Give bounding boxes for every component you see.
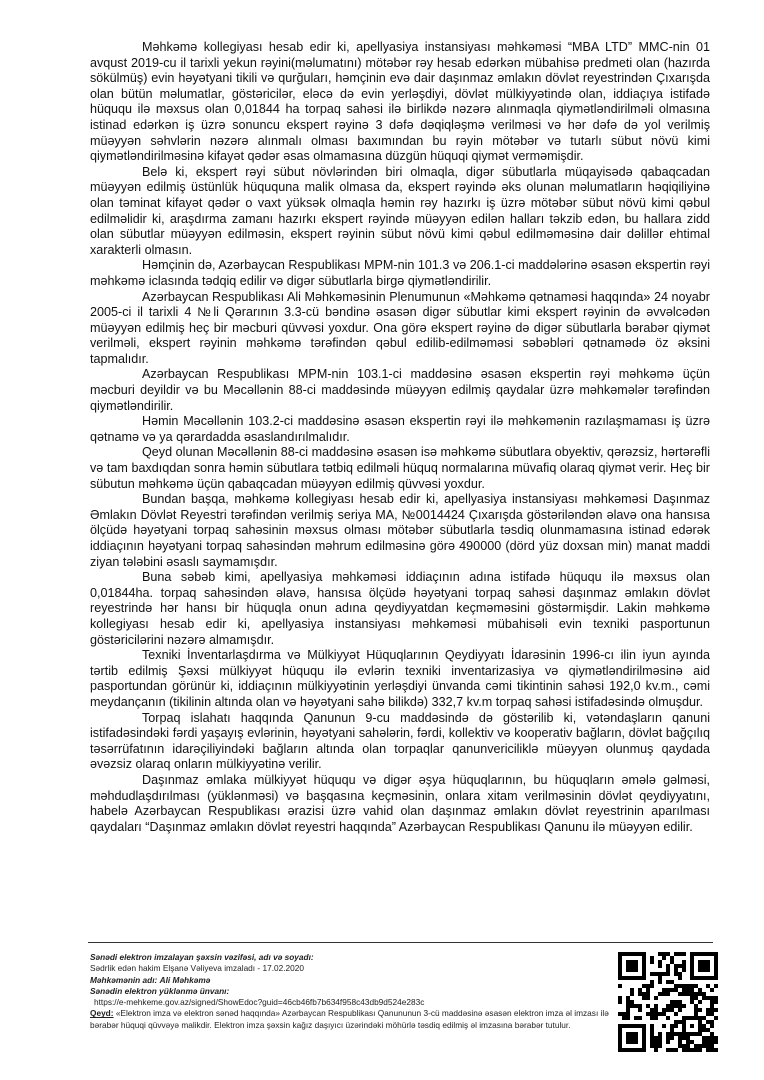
court-value: Ali Məhkəmə (159, 974, 211, 985)
paragraph: Qeyd olunan Məcəllənin 88-ci maddəsinə əsasən isə məhkəmə sübutlara obyektiv, qərəzsiz, hərtərəfli və tam baxdıqdan sonra həmin sübutlara tətbiq edilməli hüquq normalarına müvafiq olaraq qiymət verir. Heç bir sübutun məhkəmə üçün qabaqcadan müəyyən edilmiş qüvvəsi yoxdur. (90, 445, 710, 491)
signature-footer (90, 952, 610, 1031)
paragraph: Torpaq islahatı haqqında Qanunun 9-cu maddəsində də göstərilib ki, vətəndaşların qanuni istifadəsindəki fərdi yaşayış evlərinin, həyətyani sahələrin, fərdi, kollektiv və kooperativ bağların, dövlət bağçılıq təsərrüfatının idarəçiliyindəki bağların altında olan torpaqlar qanunvericiliklə müəyyən olunmuş qaydada əvəzsiz olaraq onların mülkiyyətinə verilir. (90, 710, 710, 772)
note-label: Qeyd: (90, 1008, 114, 1019)
footer-divider (88, 942, 713, 943)
document-body (90, 40, 710, 835)
paragraph: Daşınmaz əmlaka mülkiyyət hüququ və digər əşya hüquqlarının, bu hüquqların əmələ gəlməsi, məhdudlaşdırılması (yüklənməsi) və başqasına keçməsinin, onlara xitam verilməsinin dövlət qeydiyyatını, habelə Azərbaycan Respublikası ərazisi üzrə vahid olan daşınmaz əmlakın dövlət reyestrinin aparılması qaydaları “Daşınmaz əmlakın dövlət reyestri haqqında” Azərbaycan Respublikası Qanunu ilə müəyyən edilir. (90, 772, 710, 834)
paragraph: Belə ki, ekspert rəyi sübut növlərindən biri olmaqla, digər sübutlarla müqayisədə qabaqcadan müəyyən edilmiş üstünlük hüququna malik olmasa da, ekspert rəyində əks olunan məlumatların həqiqiliyinə olan təminat kifayət qədər o vaxt yüksək olmaqla həmin rəy hazırkı iş üzrə mötəbər sübut növü kimi qəbul edilməlidir ki, araşdırma zamanı hazırkı ekspert rəyində müəyyən edilən halları təkzib edən, bu hallara zidd olan sübutlar müəyyən edilməsin, ekspert rəyinin sübut növü kimi qəbul edilməməsinə dair dəlillər ehtimal xarakterli olmasın. (90, 164, 710, 257)
address-link[interactable]: https://e-mehkeme.gov.az/signed/ShowEdoc?guid=46cb46fb7b634f958c43db9d524e283c (94, 997, 425, 1008)
paragraph: Azərbaycan Respublikası MPM-nin 103.1-ci maddəsinə əsasən ekspertin rəyi məhkəmə üçün məcburi deyildir və bu Məcəllənin 88-ci maddəsində müəyyən edilmiş qaydalar üzrə məhkəmələr tərəfindən qiymətləndirilir. (90, 367, 710, 413)
paragraph: Buna səbəb kimi, apellyasiya məhkəməsi iddiaçının adına istifadə hüququ ilə məxsus olan 0,01844ha. torpaq sahəsindən əlavə, hansısa ölçüdə həyətyani torpaq sahəsi daşınmaz əmlakın dövlət reyestrində hər hansı bir hüquqla onun adına qeydiyyatdan keçməməsini göstərmişdir. Lakin məhkəmə kollegiyası hesab edir ki, apellyasiya instansiyası məhkəməsi mübahisəli evin texniki pasportunun göstəricilərini nəzərə almamışdır. (90, 570, 710, 647)
paragraph: Məhkəmə kollegiyası hesab edir ki, apellyasiya instansiyası məhkəməsi “MBA LTD” MMC-nin 01 avqust 2019-cu il tarixli yekun rəyini(məlumatını) mötəbər rəy hesab edərkən mübahisə predmeti olan (hazırda sökülmüş) evin həyətyani tikili və qurğuları, həmçinin evə dair daşınmaz əmlakın dövlət reyestrindən Çıxarışda olan bütün məlumatlar, göstəricilər, eləcə də evin yerləşdiyi, dövlət mülkiyyətində olan, iddiaçıya istifadə hüququ ilə məxsus olan 0,01844 ha torpaq sahəsi ilə birlikdə nəzərə alınmaqla qiymətləndirilməli olmasına istinad edərkən iş üzrə sonuncu ekspert rəyinə 3 dəfə dəqiqləşmə verilməsi və hər dəfə də yol verilmiş müəyyən səhvlərin nəzərə alınmalı olması baxımından bu rəyin mötəbər və tutarlı sübut növü kimi qiymətləndirilməsinə kifayət qədər əsas olmamasına düzgün hüquqi qiymət verməmişdir. (90, 40, 710, 164)
court-label: Məhkəmənin adı: (90, 974, 158, 985)
note-text: «Elektron imza və elektron sənəd haqqında» Azərbaycan Respublikası Qanununun 3-cü maddəsinə əsasən elektron imza əl imzası ilə bərabər hüquqi qüvvəyə malikdir. Elektron imza şəxsin kağız daşıyıcı üzərindəki möhürlə təsdiq edilmiş əl imzasına bərabər tutulur. (90, 1008, 609, 1030)
paragraph: Həmçinin də, Azərbaycan Respublikası MPM-nin 101.3 və 206.1-ci maddələrinə əsasən ekspertin rəyi məhkəmə iclasında tədqiq edilir və digər sübutlarla birgə qiymətləndirilir. (90, 258, 710, 288)
paragraph: Azərbaycan Respublikası Ali Məhkəməsinin Plenumunun «Məhkəmə qətnaməsi haqqında» 24 noyabr 2005-ci il tarixli 4 №li Qərarının 3.3-cü bəndinə əsasən digər sübutlar kimi ekspert rəyinin də əvvəlcədən müəyyən edilmiş heç bir məcburi qüvvəsi yoxdur. Ona görə ekspert rəyinə də digər sübutlarla bərabər qiymət verilməli, ekspert rəyinin məhkəmə tərəfindən qəbul edilib-edilməməsi səbəbləri qətnamədə öz əksini tapmalıdır. (90, 289, 710, 366)
address-heading: Sənədin elektron yüklənmə ünvanı: (90, 985, 230, 996)
signer-heading: Sənədi elektron imzalayan şəxsin vəzifəsi, adı və soyadı: (90, 952, 314, 962)
paragraph: Həmin Məcəllənin 103.2-ci maddəsinə əsasən ekspertin rəyi ilə məhkəmənin razılaşmaması iş üzrə qətnamə və ya qərardadda əsaslandırılmalıdır. (90, 414, 710, 444)
qr-code-icon (618, 952, 718, 1052)
signer-value: Sədrlik edən hakim Elşanə Vəliyeva imzaladı - 17.02.2020 (90, 963, 304, 974)
paragraph: Bundan başqa, məhkəmə kollegiyası hesab edir ki, apellyasiya instansiyası məhkəməsi Daşınmaz Əmlakın Dövlət Reyestri tərəfindən verilmiş seriya MA, №0014424 Çıxarışda göstəriləndən əlavə ona hansısa ölçüdə həyətyani torpaq sahəsinin məxsus olması mötəbər sübutlarla təsdiq olunmamasına istinad edərək iddiaçının həyətyani torpaq sahəsindən məhrum edilməsinə görə 490000 (dörd yüz doxsan min) manat maddi ziyan tələbini əsaslı saymamışdır. (90, 492, 710, 569)
paragraph: Texniki İnventarlaşdırma və Mülkiyyət Hüquqlarının Qeydiyyatı İdarəsinin 1996-cı ilin iyun ayında tərtib edilmiş Şəxsi mülkiyyət hüququ ilə evlərin texniki inventarizasiya və qiymətləndirilməsinə aid pasportundan görünür ki, iddiaçının mülkiyyətinin yerləşdiyi ünvanda cəmi tikintinin sahəsi 192,0 kv.m., cəmi meydançanın (tikilinin altında olan və həyətyani sahə bilikdə) 332,7 kv.m torpaq sahəsi istifadəsində olmuşdur. (90, 648, 710, 709)
